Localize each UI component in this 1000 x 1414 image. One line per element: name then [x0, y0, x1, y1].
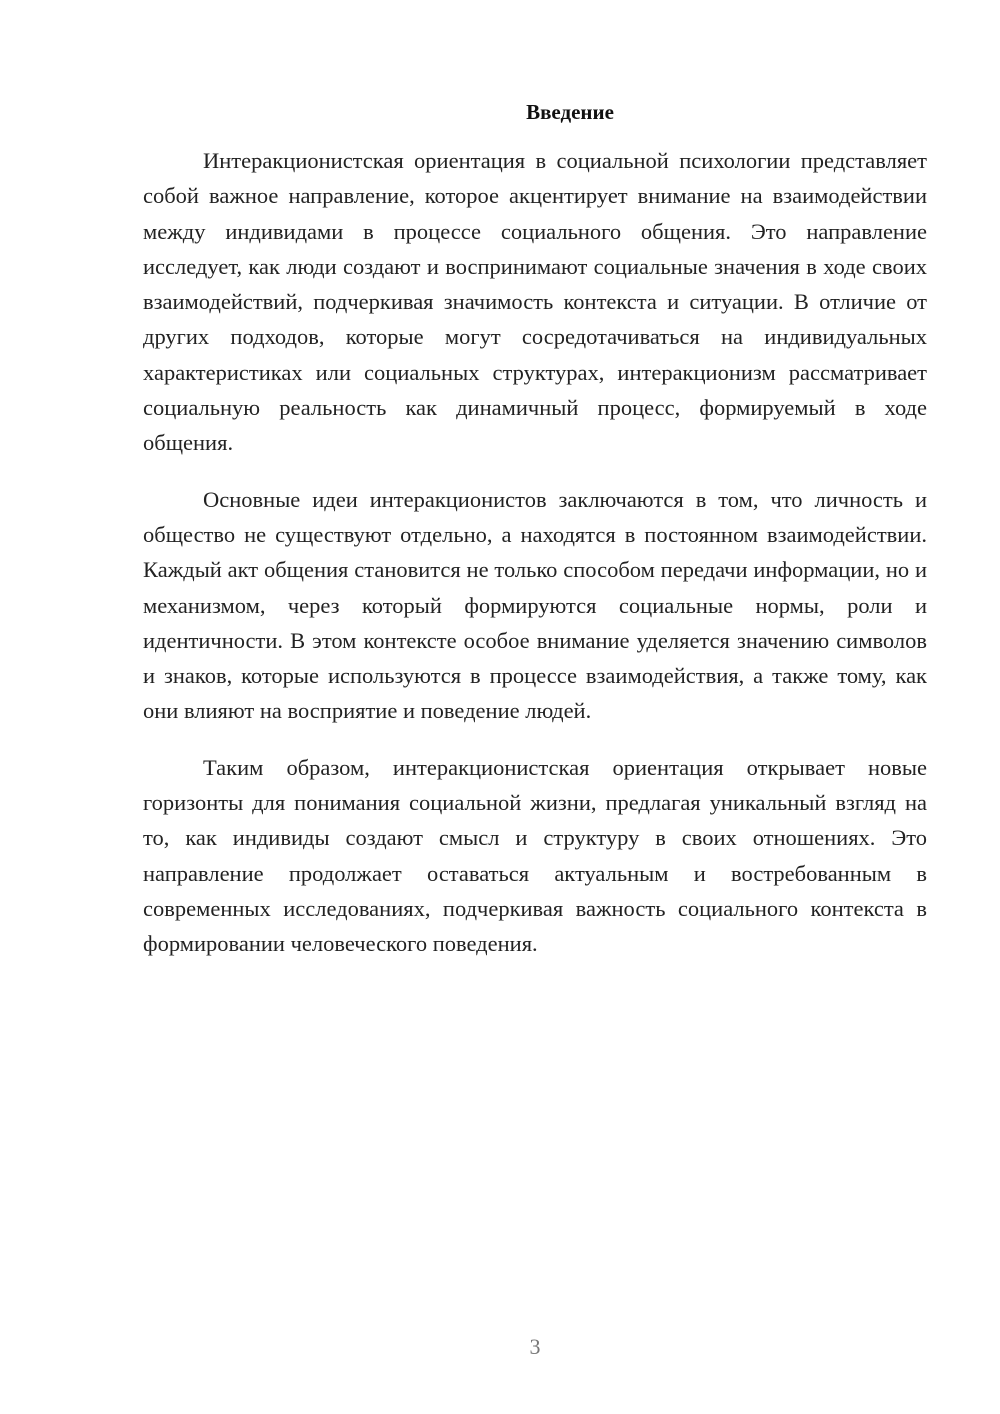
paragraph-1: Интеракционистская ориентация в социальной психологии представляет собой важное направление, которое акцентирует внимание на взаимодействии между индивидами в процессе социального общения. Это направление исследует, как люди создают и воспринимают социальные значения в ходе своих взаимодействий, подчеркивая значимость контекста и ситуации. В отличие от других подходов, которые могут сосредотачиваться на индивидуальных характеристиках или социальных структурах, интеракционизм рассматривает социальную реальность как динамичный процесс, формируемый в ходе общения.: [143, 148, 927, 456]
body-text: [143, 143, 927, 983]
section-heading: Введение: [526, 100, 614, 124]
paragraph-2: Основные идеи интеракционистов заключаются в том, что личность и общество не существуют отдельно, а находятся в постоянном взаимодействии. Каждый акт общения становится не только способом передачи информации, но и механизмом, через который формируются социальные нормы, роли и идентичности. В этом контексте особое внимание уделяется значению символов и знаков, которые используются в процессе взаимодействия, а также тому, как они влияют на восприятие и поведение людей.: [143, 486, 927, 724]
paragraph-3: Таким образом, интеракционистская ориентация открывает новые горизонты для понимания социальной жизни, предлагая уникальный взгляд на то, как индивиды создают смысл и структуру в своих отношениях. Это направление продолжает оставаться актуальным и востребованным в современных исследованиях, подчеркивая важность социального контекста в формировании человеческого поведения.: [143, 754, 927, 957]
page-number: 3: [529, 1334, 541, 1359]
